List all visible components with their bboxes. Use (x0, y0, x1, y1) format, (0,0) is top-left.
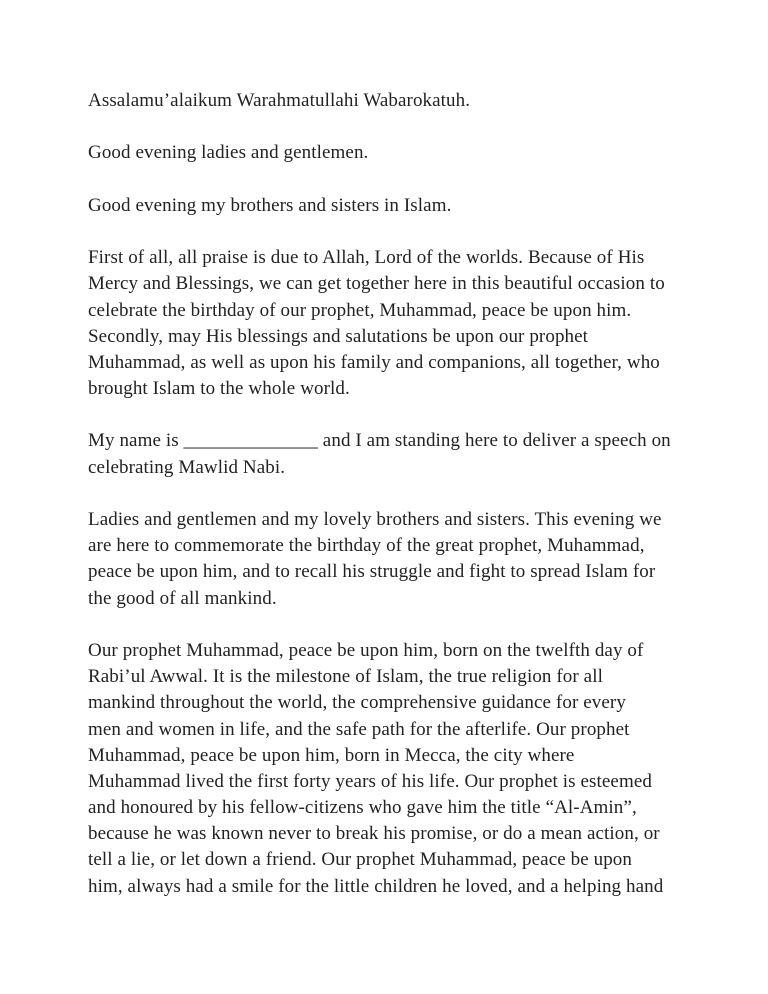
text-line: peace be upon him, and to recall his struggle and fight to spread Islam for (88, 561, 656, 583)
text-line: tell a lie, or let down a friend. Our prophet Muhammad, peace be upon (88, 849, 633, 871)
text-line: Secondly, may His blessings and salutations be upon our prophet (88, 325, 589, 347)
text-line: Assalamu’alaikum Warahmatullahi Wabarokatuh. (88, 90, 471, 111)
text-line: Our prophet Muhammad, peace be upon him, born on the twelfth day of (88, 639, 644, 661)
document-page (88, 88, 688, 926)
paragraph (88, 88, 688, 114)
paragraph (88, 140, 688, 166)
text-line: My name is ______________ and I am standing here to deliver a speech on (88, 430, 671, 452)
text-line: brought Islam to the whole world. (88, 378, 350, 400)
text-line: celebrating Mawlid Nabi. (88, 456, 286, 478)
text-line: Muhammad, as well as upon his family and companions, all together, who (88, 351, 660, 373)
text-line: mankind throughout the world, the comprehensive guidance for every (88, 692, 626, 714)
paragraph (88, 245, 688, 402)
paragraph (88, 638, 688, 900)
text-line: celebrate the birthday of our prophet, Muhammad, peace be upon him. (88, 299, 632, 321)
paragraph (88, 428, 688, 480)
text-line: Rabi’ul Awwal. It is the milestone of Islam, the true religion for all (88, 666, 603, 688)
paragraph (88, 507, 688, 612)
text-line: Muhammad, peace be upon him, born in Mecca, the city where (88, 744, 575, 766)
paragraph (88, 193, 688, 219)
text-line: Muhammad lived the first forty years of his life. Our prophet is esteemed (88, 770, 652, 792)
text-line: and honoured by his fellow-citizens who gave him the title “Al-Amin”, (88, 797, 637, 819)
text-line: men and women in life, and the safe path for the afterlife. Our prophet (88, 718, 630, 740)
text-line: First of all, all praise is due to Allah, Lord of the worlds. Because of His (88, 247, 645, 269)
text-line: because he was known never to break his promise, or do a mean action, or (88, 823, 660, 845)
text-line: are here to commemorate the birthday of the great prophet, Muhammad, (88, 535, 645, 557)
text-line: Good evening ladies and gentlemen. (88, 142, 369, 164)
text-line: him, always had a smile for the little children he loved, and a helping hand (88, 875, 664, 897)
text-line: Mercy and Blessings, we can get together here in this beautiful occasion to (88, 273, 665, 295)
text-line: Good evening my brothers and sisters in Islam. (88, 194, 452, 216)
text-line: the good of all mankind. (88, 587, 277, 609)
text-line: Ladies and gentlemen and my lovely brothers and sisters. This evening we (88, 509, 662, 530)
